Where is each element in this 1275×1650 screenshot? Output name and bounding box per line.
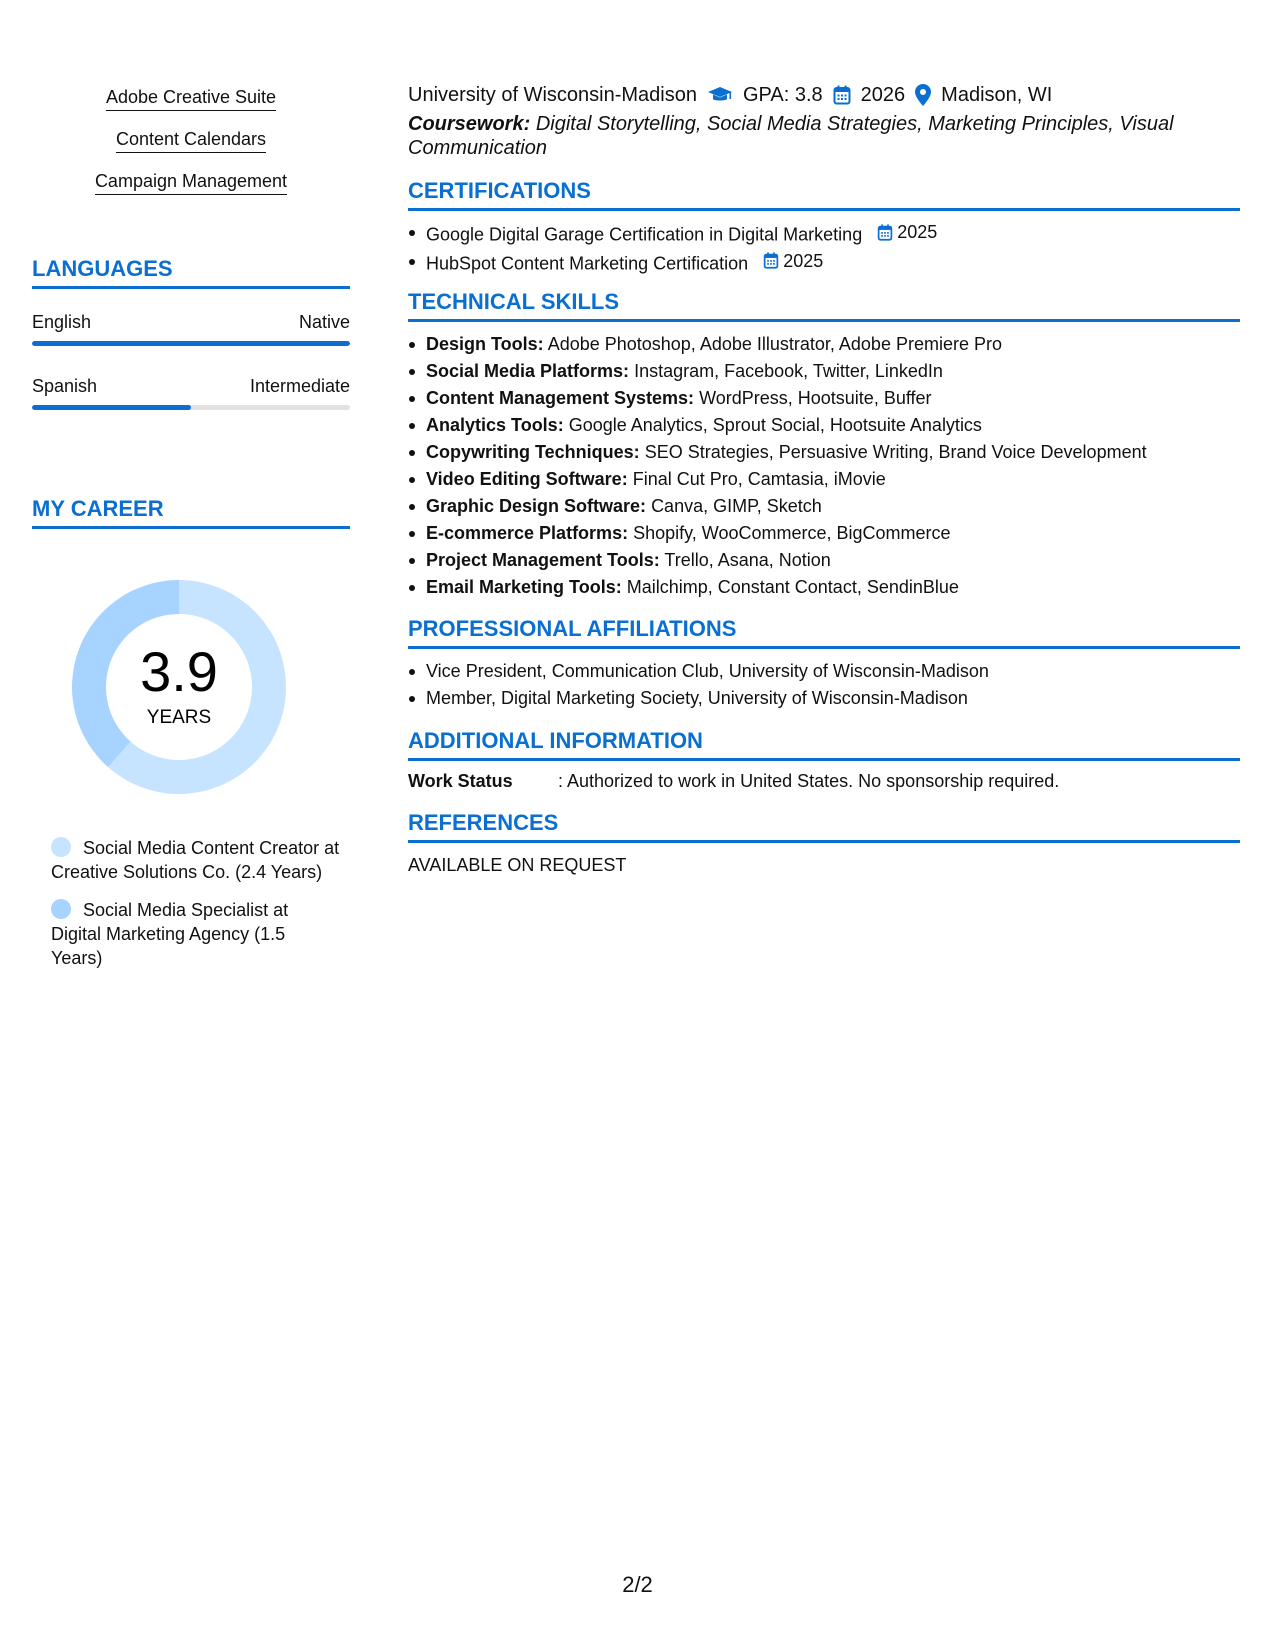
skill-label: Email Marketing Tools: <box>426 577 622 597</box>
certification-item <box>408 248 1240 277</box>
additional-info-title: ADDITIONAL INFORMATION <box>408 728 1240 761</box>
technical-skills-list <box>408 331 1240 601</box>
skill-label: Analytics Tools: <box>426 415 564 435</box>
skill-tag: Adobe Creative Suite <box>106 86 276 111</box>
technical-skills-title: TECHNICAL SKILLS <box>408 289 1240 322</box>
skill-value: Shopify, WooCommerce, BigCommerce <box>633 523 951 543</box>
skill-item <box>408 412 1240 439</box>
career-total: 3.9 <box>140 640 218 703</box>
calendar-icon <box>763 252 779 269</box>
proficiency-fill <box>32 341 350 346</box>
language-name: Spanish <box>32 376 98 396</box>
skill-value: Adobe Photoshop, Adobe Illustrator, Adobe Premiere Pro <box>547 334 1002 354</box>
skill-value: Trello, Asana, Notion <box>664 550 831 570</box>
skill-label: Content Management Systems: <box>426 388 695 408</box>
skill-tag: Campaign Management <box>95 170 287 195</box>
skill-label: Design Tools: <box>426 334 544 354</box>
skill-tag: Content Calendars <box>116 128 266 153</box>
skill-item <box>408 520 1240 547</box>
skill-value: Mailchimp, Constant Contact, SendinBlue <box>626 577 959 597</box>
certification-name: Google Digital Garage Certification in Digital Marketing <box>426 224 863 245</box>
skill-item <box>408 439 1240 466</box>
career-section <box>32 496 350 968</box>
skill-item <box>408 385 1240 412</box>
certifications-section <box>408 178 1240 276</box>
language-level: Intermediate <box>249 376 350 396</box>
skill-value: Instagram, Facebook, Twitter, LinkedIn <box>634 361 943 381</box>
certification-name: HubSpot Content Marketing Certification <box>426 253 749 273</box>
language-item <box>32 311 350 346</box>
references-text: AVAILABLE ON REQUEST <box>408 855 627 875</box>
work-status-label: Work Status <box>408 771 513 791</box>
affiliations-title: PROFESSIONAL AFFILIATIONS <box>408 616 1240 649</box>
graduation-year: 2026 <box>860 84 906 106</box>
school-name: University of Wisconsin-Madison <box>408 84 697 106</box>
skill-value: Canva, GIMP, Sketch <box>651 496 822 516</box>
languages-section <box>32 256 350 410</box>
skill-value: SEO Strategies, Persuasive Writing, Brand Voice Development <box>644 442 1147 462</box>
skill-label: Graphic Design Software: <box>426 496 647 516</box>
skill-label: E-commerce Platforms: <box>426 523 629 543</box>
proficiency-bar <box>32 341 350 346</box>
skill-value: Final Cut Pro, Camtasia, iMovie <box>632 469 886 489</box>
career-item <box>51 898 341 970</box>
page-number: 2/2 <box>622 1572 653 1597</box>
career-legend <box>51 836 341 984</box>
references-title: REFERENCES <box>408 810 1240 843</box>
affiliations-list <box>408 658 1240 712</box>
calendar-icon <box>833 85 851 105</box>
location-pin-icon <box>915 84 931 106</box>
proficiency-bar <box>32 405 350 410</box>
graduation-cap-icon <box>707 86 733 104</box>
certifications-list <box>408 219 1240 276</box>
coursework-label: Coursework: <box>408 113 531 135</box>
language-level: Native <box>298 312 350 332</box>
career-unit: YEARS <box>146 707 212 728</box>
languages-title: LANGUAGES <box>32 256 350 289</box>
skill-item <box>408 466 1240 493</box>
school-location: Madison, WI <box>941 84 1053 106</box>
affiliation-item: Member, Digital Marketing Society, University of Wisconsin-Madison <box>408 685 1240 712</box>
certification-year: 2025 <box>897 222 938 242</box>
skill-label: Project Management Tools: <box>426 550 660 570</box>
career-item-label: Social Media Content Creator at Creative Solutions Co. (2.4 Years) <box>51 838 340 882</box>
skill-label: Social Media Platforms: <box>426 361 630 381</box>
skill-label: Video Editing Software: <box>426 469 628 489</box>
proficiency-fill <box>32 405 191 410</box>
legend-dot <box>51 899 71 919</box>
work-status-row <box>408 769 1240 793</box>
skill-label: Copywriting Techniques: <box>426 442 640 462</box>
skill-item <box>408 574 1240 601</box>
career-item-label: Social Media Specialist at Digital Marketing Agency (1.5 Years) <box>51 900 289 968</box>
education-line <box>408 82 1052 108</box>
skill-item <box>408 493 1240 520</box>
skill-item <box>408 331 1240 358</box>
career-title: MY CAREER <box>32 496 350 529</box>
coursework <box>408 112 1208 160</box>
language-item <box>32 375 350 410</box>
skill-value: WordPress, Hootsuite, Buffer <box>699 388 932 408</box>
certifications-title: CERTIFICATIONS <box>408 178 1240 211</box>
certification-year: 2025 <box>783 250 824 271</box>
references-section <box>408 810 1240 877</box>
skill-item <box>408 547 1240 574</box>
calendar-icon <box>877 224 893 241</box>
skills-list <box>32 86 350 212</box>
career-donut <box>66 574 292 800</box>
language-name: English <box>32 312 92 332</box>
skill-item <box>408 358 1240 385</box>
additional-info-section <box>408 728 1240 793</box>
work-status-value: : Authorized to work in United States. No sponsorship required. <box>558 771 1060 791</box>
coursework-text: Digital Storytelling, Social Media Strategies, Marketing Principles, Visual Communication <box>408 113 1174 159</box>
gpa: GPA: 3.8 <box>742 84 823 106</box>
certification-item <box>408 219 1240 248</box>
career-item <box>51 836 341 884</box>
skill-value: Google Analytics, Sprout Social, Hootsuite Analytics <box>568 415 982 435</box>
legend-dot <box>51 837 71 857</box>
affiliations-section <box>408 616 1240 712</box>
technical-skills-section <box>408 289 1240 601</box>
affiliation-item: Vice President, Communication Club, University of Wisconsin-Madison <box>408 658 1240 685</box>
